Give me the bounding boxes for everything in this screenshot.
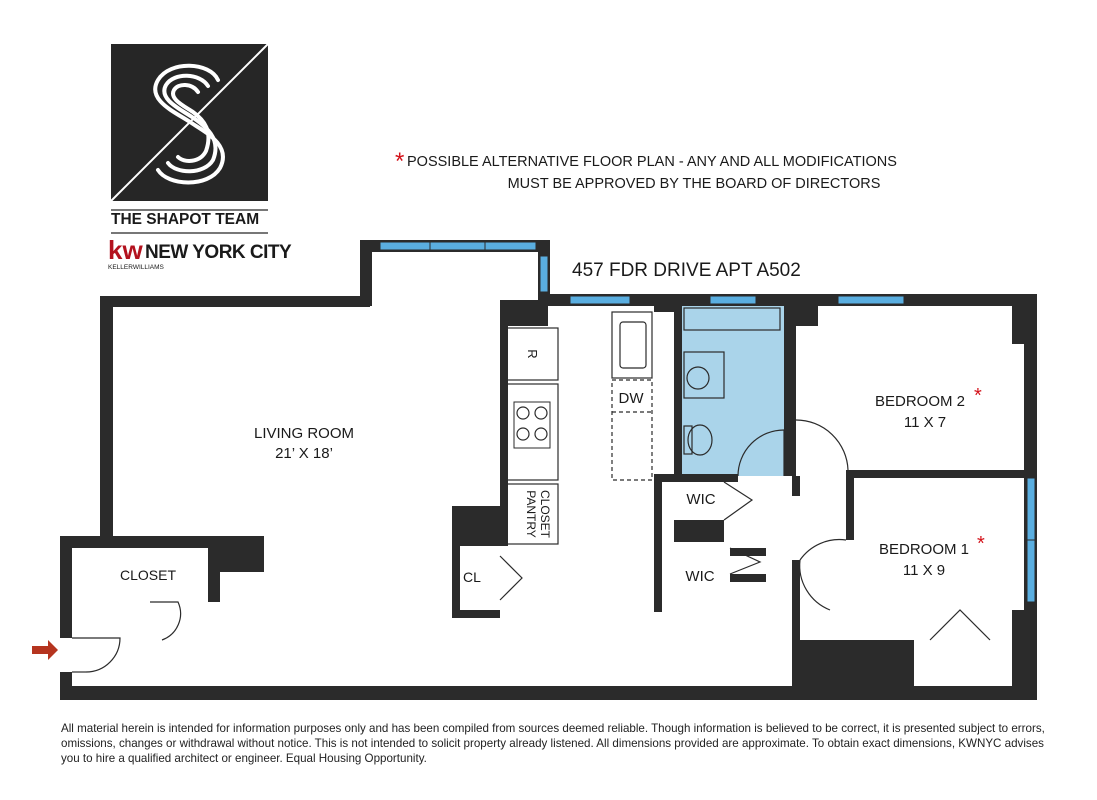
bedroom2-label: BEDROOM 2	[874, 393, 966, 410]
living-room-label: LIVING ROOM	[253, 425, 355, 442]
closet-label: CLOSET	[119, 567, 177, 583]
bedroom2-asterisk: *	[974, 385, 982, 407]
notice-asterisk: *	[395, 148, 405, 175]
dishwasher-label: DW	[618, 390, 644, 407]
bathroom-area	[682, 306, 784, 476]
legal-disclaimer: All material herein is intended for information purposes only and has been compiled from sources deemed reliable. Though information is believed to be correct, it is presented subject to errors, omissions, changes or withdrawal without notice. This is not intended to solicit property already listened. All dimensions provided are approximate. To obtain exact dimensions, KWNYC advises you to hire a qualified architect or engineer. Equal Housing Opportunity.	[61, 722, 1045, 765]
kw-sub: KELLERWILLIAMS	[108, 264, 164, 271]
notice-line2: MUST BE APPROVED BY THE BOARD OF DIRECTORS	[507, 176, 881, 192]
walls	[60, 240, 1037, 700]
kw-city: NEW YORK CITY	[145, 242, 292, 263]
alternative-plan-notice	[395, 148, 897, 192]
pantry-label-line1: PANTRY	[524, 490, 538, 538]
shapot-team-logo	[108, 44, 292, 271]
kw-mark: kw	[108, 235, 143, 265]
bedroom1-label: BEDROOM 1	[878, 541, 970, 558]
wic-upper-label: WIC	[686, 491, 716, 508]
living-room-size: 21’ X 18’	[275, 445, 333, 462]
cl-label: CL	[463, 569, 481, 585]
pantry-label-line2: CLOSET	[538, 489, 552, 539]
wic-lower-label: WIC	[685, 568, 715, 585]
notice-line1: POSSIBLE ALTERNATIVE FLOOR PLAN - ANY AND ALL MODIFICATIONS	[407, 154, 897, 170]
entry-arrow	[32, 640, 58, 660]
address-title: 457 FDR DRIVE APT A502	[572, 260, 801, 281]
bedroom1-asterisk: *	[977, 533, 985, 555]
bedroom1-size: 11 X 9	[902, 562, 946, 579]
team-name: THE SHAPOT TEAM	[111, 211, 260, 228]
fridge-label: R	[525, 349, 540, 359]
bedroom2-size: 11 X 7	[903, 414, 947, 431]
